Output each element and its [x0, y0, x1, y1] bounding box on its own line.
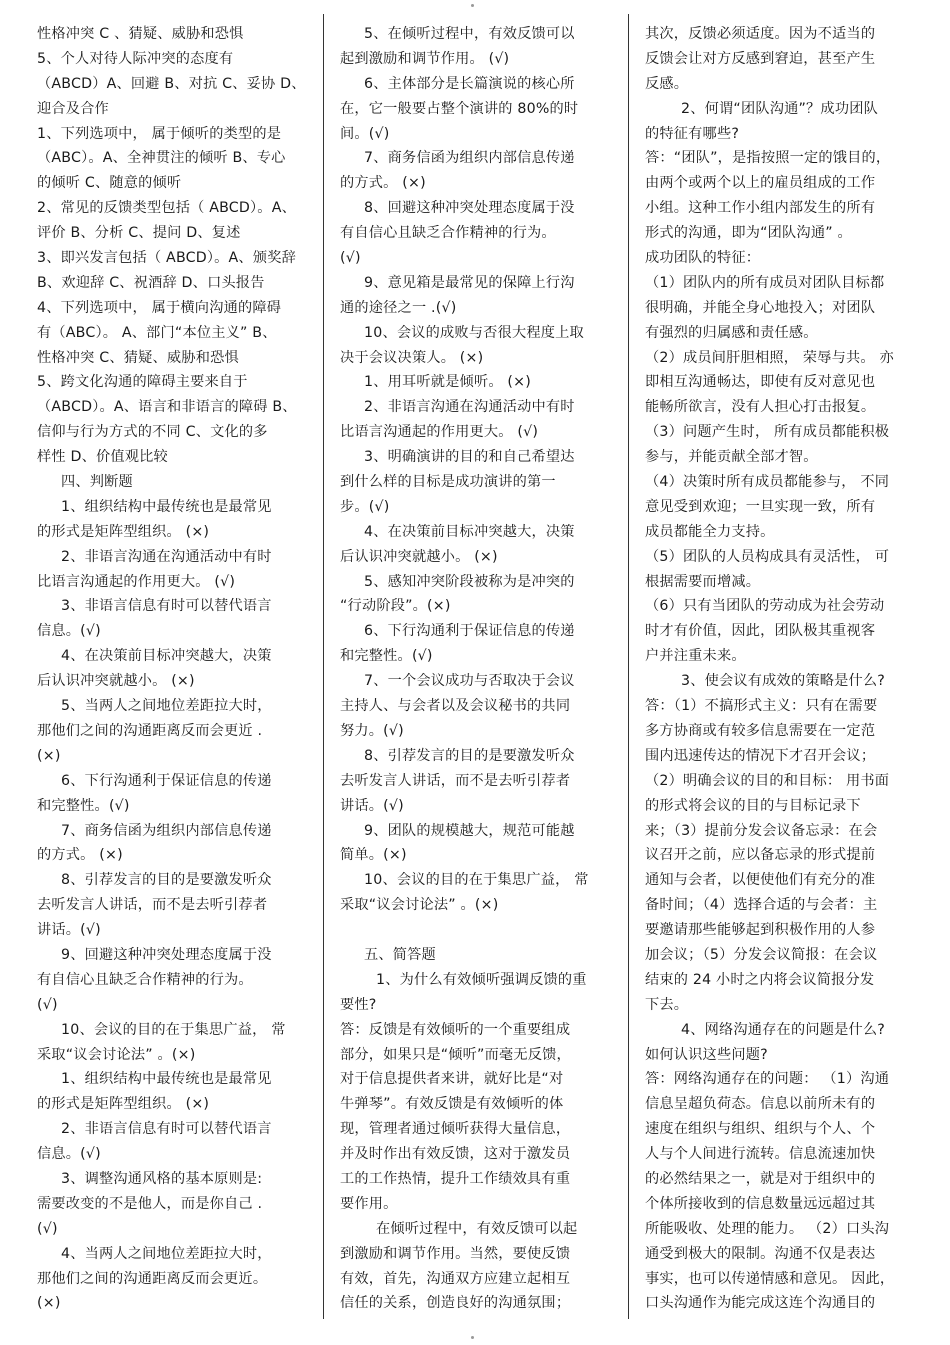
text-line: （2）成员间肝胆相照， 荣辱与共。 亦: [645, 349, 894, 366]
text-line: 7、商务信函为组织内部信息传递: [364, 150, 575, 167]
text-line: （2）明确会议的目的和目标： 用书面: [645, 772, 890, 789]
text-line: 到什么样的目标是成功演讲的第一: [340, 474, 556, 491]
text-line: 1、组织结构中最传统也是最常见: [61, 498, 272, 515]
text-line: 主持人、与会者以及会议秘书的共同: [340, 698, 571, 715]
text-line: （ABC）。A、全神贯注的倾听 B、专心: [37, 150, 286, 167]
text-line: 去听发言人讲话，而不是去听引荐者: [37, 897, 268, 914]
text-line: 后认识冲突就越小。 (×): [37, 673, 195, 690]
text-line: [340, 918, 612, 943]
text-line: 来；（3）提前分发会议备忘录：在会: [645, 822, 878, 839]
text-line: 要性?: [340, 996, 377, 1013]
text-line: 1、为什么有效倾听强调反馈的重: [376, 971, 587, 988]
text-line: 有（ABC）。 A、部门“本位主义” B、: [37, 324, 277, 341]
text-line: (×): [37, 747, 61, 764]
text-line: 现，管理者通过倾听获得大量信息，: [340, 1121, 571, 1138]
text-line: 反感。: [645, 75, 689, 92]
text-line: 通受到极大的限制。沟通不仅是表达: [645, 1245, 876, 1262]
column-3: [645, 22, 917, 1316]
text-line: 的形式是矩阵型组织。 (×): [37, 523, 210, 540]
text-line: 小组。这种工作小组内部发生的所有: [645, 200, 876, 217]
text-line: 答：“团队”，是指按照一定的饿目的，: [645, 150, 891, 167]
text-line: 信息。(√): [37, 1146, 101, 1163]
text-line: （ABCD）A、回避 B、对抗 C、妥协 D、: [37, 75, 306, 92]
text-line: 那他们之间的沟通距离反而会更近。: [37, 1270, 268, 1287]
text-line: 答：网络沟通存在的问题： （1）沟通: [645, 1071, 890, 1088]
text-line: 有自信心且缺乏合作精神的行为。: [37, 971, 253, 988]
text-line: 意见受到欢迎；一旦实现一致，所有: [645, 498, 876, 515]
text-line: 10、会议的目的在于集思广益， 常: [61, 1021, 286, 1038]
text-line: 对于信息提供者来讲，就好比是“对: [340, 1071, 564, 1088]
text-line: 比语言沟通起的作用更大。 (√): [340, 424, 539, 441]
text-line: 的必然结果之一，就是对于组织中的: [645, 1170, 876, 1187]
text-line: 如何认识这些问题?: [645, 1046, 768, 1063]
text-line: 户并注重未来。: [645, 648, 746, 665]
text-line: 6、下行沟通利于保证信息的传递: [364, 623, 575, 640]
text-line: 采取“议会讨论法” 。(×): [37, 1046, 196, 1063]
text-line: 性格冲突 C 、猜疑、威胁和恐惧: [37, 26, 244, 42]
text-line: 信息。(√): [37, 623, 101, 640]
text-line: 参与，并能贡献全部才智。: [645, 449, 818, 466]
text-line: 备时间；（4）选择合适的与会者：主: [645, 897, 878, 914]
text-line: 5、当两人之间地位差距拉大时，: [61, 698, 272, 715]
text-line: 个体所接收到的信息数量远远超过其: [645, 1195, 876, 1212]
text-line: 信任的关系，创造良好的沟通氛围；: [340, 1295, 571, 1312]
text-line: 牛弹琴”。有效反馈是有效倾听的体: [340, 1096, 564, 1113]
text-line: 通知与会者，以便使他们有充分的准: [645, 872, 876, 889]
column-divider-1: [323, 14, 324, 1319]
text-line: 间。(√): [340, 125, 390, 142]
text-line: 其次，反馈必须适度。因为不适当的: [645, 26, 876, 42]
text-line: 部分，如果只是“倾听”而毫无反馈，: [340, 1046, 571, 1063]
text-line: （3）问题产生时， 所有成员都能积极: [645, 424, 890, 441]
text-line: (√): [37, 1220, 58, 1237]
text-line: 要邀请那些能够起到积极作用的人参: [645, 922, 876, 939]
text-line: 在倾听过程中，有效反馈可以起: [376, 1220, 578, 1237]
text-line: 8、回避这种冲突处理态度属于没: [364, 200, 575, 217]
text-line: 很明确，并能全身心地投入；对团队: [645, 299, 876, 316]
page-top-mark: [471, 4, 474, 7]
column-1: [37, 22, 309, 1316]
text-line: 5、个人对待人际冲突的态度有: [37, 50, 234, 67]
text-line: 根据需要而增减。: [645, 573, 761, 590]
text-line: 1、下列选项中， 属于倾听的类型的是: [37, 125, 282, 142]
text-line: (√): [37, 996, 58, 1013]
text-line: 需要改变的不是他人，而是你自己 .: [37, 1195, 263, 1212]
text-line: 9、回避这种冲突处理态度属于没: [61, 946, 272, 963]
text-line: (×): [37, 1295, 61, 1312]
text-line: 8、引荐发言的目的是要激发听众: [61, 872, 272, 889]
text-line: 性格冲突 C、猜疑、威胁和恐惧: [37, 349, 239, 366]
text-line: 速度在组织与组织、组织与个人、个: [645, 1121, 876, 1138]
text-line: 9、团队的规模越大，规范可能越: [364, 822, 575, 839]
text-line: 决于会议决策人。 (×): [340, 349, 484, 366]
text-line: 事实，也可以传递情感和意见。 因此，: [645, 1270, 895, 1287]
text-line: 2、非语言信息有时可以替代语言: [61, 1121, 272, 1138]
text-line: 9、意见箱是最常见的保障上行沟: [364, 274, 575, 291]
text-line: （6）只有当团队的劳动成为社会劳动: [645, 598, 885, 615]
text-line: 简单。(×): [340, 847, 407, 864]
text-line: 有自信心且缺乏合作精神的行为。: [340, 225, 556, 242]
text-line: 起到激励和调节作用。 (√): [340, 50, 510, 67]
text-line: 信仰与行为方式的不同 C、文化的多: [37, 424, 268, 441]
text-line: 的特征有哪些?: [645, 125, 740, 142]
text-line: 工的工作热情，提升工作绩效具有重: [340, 1170, 571, 1187]
text-line: 多方协商或有较多信息需要在一定范: [645, 722, 876, 739]
text-line: 的方式。 (×): [340, 175, 426, 192]
text-line: 能畅所欲言，没有人担心打击报复。: [645, 399, 876, 416]
text-line: “行动阶段”。(×): [340, 598, 451, 615]
text-line: 10、会议的目的在于集思广益， 常: [364, 872, 589, 889]
text-line: （5）团队的人员构成具有灵活性， 可: [645, 548, 890, 565]
column-2: [340, 22, 612, 1316]
text-line: 结束的 24 小时之内将会议简报分发: [645, 971, 875, 988]
text-line: 成员都能全力支持。: [645, 523, 775, 540]
text-line: 要作用。: [340, 1195, 398, 1212]
text-line: 在，它一般要占整个演讲的 80%的时: [340, 100, 579, 117]
text-line: 口头沟通作为能完成这连个沟通目的: [645, 1295, 876, 1312]
text-line: 五、简答题: [364, 946, 436, 963]
text-line: 8、引荐发言的目的是要激发听众: [364, 747, 575, 764]
text-line: 形式的沟通，即为“团队沟通” 。: [645, 225, 852, 242]
text-line: 比语言沟通起的作用更大。 (√): [37, 573, 236, 590]
text-line: 和完整性。(√): [37, 797, 130, 814]
text-line: 去听发言人讲话，而不是去听引荐者: [340, 772, 571, 789]
text-line: 采取“议会讨论法” 。(×): [340, 897, 499, 914]
text-line: 4、在决策前目标冲突越大，决策: [364, 523, 575, 540]
text-line: 迎合及合作: [37, 100, 109, 117]
text-line: 样性 D、价值观比较: [37, 449, 168, 466]
text-line: 围内迅速传达的情况下才召开会议；: [645, 747, 876, 764]
text-line: 努力。(√): [340, 722, 404, 739]
text-line: 有效，首先，沟通双方应建立起相互: [340, 1270, 571, 1287]
text-line: 4、在决策前目标冲突越大，决策: [61, 648, 272, 665]
text-line: 2、非语言沟通在沟通活动中有时: [61, 548, 272, 565]
text-line: 讲话。(√): [340, 797, 404, 814]
text-line: 7、商务信函为组织内部信息传递: [61, 822, 272, 839]
text-line: 5、感知冲突阶段被称为是冲突的: [364, 573, 575, 590]
text-line: 10、会议的成败与否很大程度上取: [364, 324, 584, 341]
text-line: 3、明确演讲的目的和自己希望达: [364, 449, 575, 466]
text-line: 评价 B、分析 C、提问 D、复述: [37, 225, 241, 242]
text-line: B、欢迎辞 C、祝酒辞 D、口头报告: [37, 274, 265, 291]
text-line: 3、非语言信息有时可以替代语言: [61, 598, 272, 615]
text-line: 后认识冲突就越小。 (×): [340, 548, 498, 565]
text-line: 有强烈的归属感和责任感。: [645, 324, 818, 341]
text-line: 3、使会议有成效的策略是什么?: [681, 673, 885, 690]
text-line: （1）团队内的所有成员对团队目标都: [645, 274, 885, 291]
text-line: 的倾听 C、随意的倾听: [37, 175, 182, 192]
text-line: 到激励和调节作用。当然，要使反馈: [340, 1245, 571, 1262]
text-line: 加会议；（5）分发会议简报：在会议: [645, 946, 878, 963]
text-line: 3、调整沟通风格的基本原则是:: [61, 1170, 263, 1187]
text-line: 议召开之前，应以备忘录的形式提前: [645, 847, 876, 864]
text-line: 的形式将会议的目的与目标记录下: [645, 797, 861, 814]
text-line: 4、当两人之间地位差距拉大时，: [61, 1245, 272, 1262]
text-line: 6、下行沟通利于保证信息的传递: [61, 772, 272, 789]
text-line: 所能吸收、处理的能力。 （2）口头沟: [645, 1220, 890, 1237]
text-line: 并及时作出有效反馈，这对于激发员: [340, 1146, 571, 1163]
text-line: 5、在倾听过程中，有效反馈可以: [364, 26, 575, 42]
text-line: 四、判断题: [61, 474, 133, 491]
text-line: 1、组织结构中最传统也是最常见: [61, 1071, 272, 1088]
text-line: 答：反馈是有效倾听的一个重要组成: [340, 1021, 571, 1038]
text-line: 6、主体部分是长篇演说的核心所: [364, 75, 575, 92]
text-line: 讲话。(√): [37, 922, 101, 939]
text-line: 4、网络沟通存在的问题是什么?: [681, 1021, 885, 1038]
text-line: 2、常见的反馈类型包括（ ABCD）。A、: [37, 200, 296, 217]
text-line: 人与个人间进行流转。信息流速加快: [645, 1146, 876, 1163]
text-line: 和完整性。(√): [340, 648, 433, 665]
text-line: 答：（1）不搞形式主义：只有在需要: [645, 698, 878, 715]
text-line: (√): [340, 250, 361, 267]
text-line: 那他们之间的沟通距离反而会更近 .: [37, 722, 263, 739]
text-line: 的方式。 (×): [37, 847, 123, 864]
text-line: 2、何谓“团队沟通”？成功团队: [681, 100, 878, 117]
text-line: （4）决策时所有成员都能参与， 不同: [645, 474, 890, 491]
text-line: 成功团队的特征：: [645, 250, 761, 267]
text-line: 信息呈超负荷态。信息以前所未有的: [645, 1096, 876, 1113]
text-line: 1、用耳听就是倾听。 (×): [364, 374, 531, 391]
text-line: 由两个或两个以上的雇员组成的工作: [645, 175, 876, 192]
text-line: （ABCD）。A、语言和非语言的障碍 B、: [37, 399, 297, 416]
text-line: 3、即兴发言包括（ ABCD）。A、颁奖辞: [37, 250, 296, 267]
text-line: 4、下列选项中， 属于横向沟通的障碍: [37, 299, 282, 316]
text-line: 7、一个会议成功与否取决于会议: [364, 673, 575, 690]
text-line: 通的途径之一 .(√): [340, 299, 457, 316]
text-line: 反馈会让对方反感到窘迫，甚至产生: [645, 50, 876, 67]
text-line: 5、跨文化沟通的障碍主要来自于: [37, 374, 248, 391]
text-line: 的形式是矩阵型组织。 (×): [37, 1096, 210, 1113]
text-line: 即相互沟通畅达，即使有反对意见也: [645, 374, 876, 391]
text-line: 步。(√): [340, 498, 390, 515]
column-divider-2: [628, 14, 629, 1319]
text-line: 2、非语言沟通在沟通活动中有时: [364, 399, 575, 416]
page-bottom-mark: [471, 1336, 474, 1339]
text-line: 时才有价值，因此，团队极其重视客: [645, 623, 876, 640]
text-line: 下去。: [645, 996, 689, 1013]
